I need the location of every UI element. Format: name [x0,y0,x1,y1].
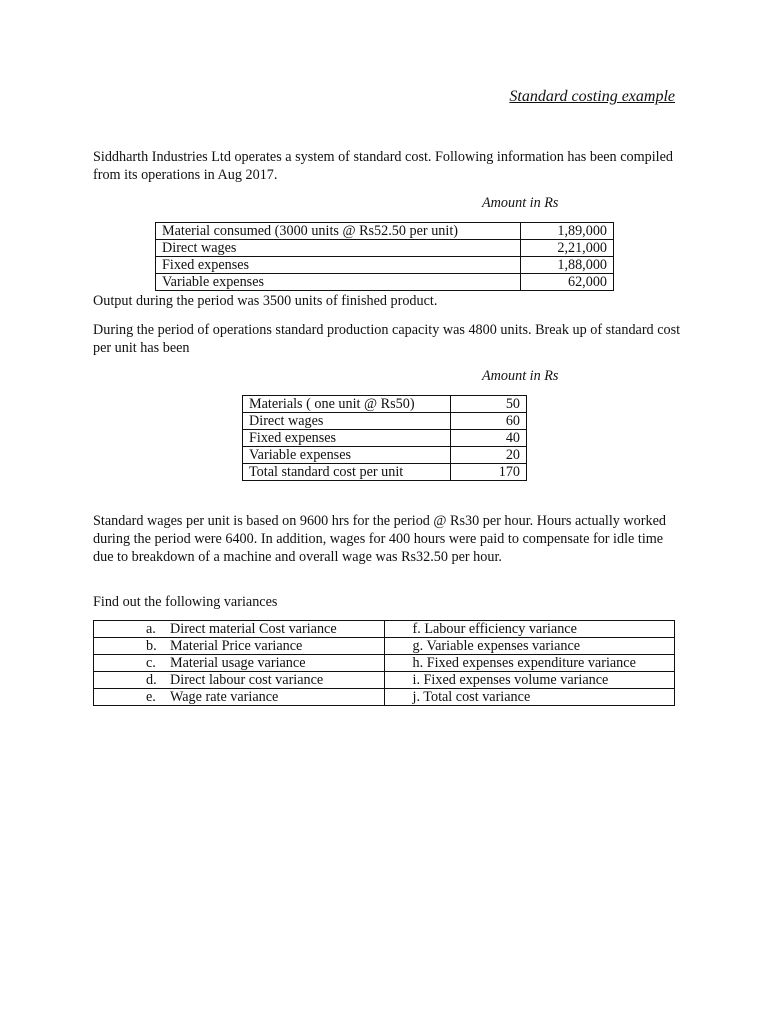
capacity-paragraph: During the period of operations standard production capacity was 4800 units. Break up of standard cost per unit has been [93,322,681,356]
cost-value: 1,89,000 [521,223,614,240]
cost-label: Fixed expenses [156,257,521,274]
table-row [243,430,527,447]
variance-left: e. Wage rate variance [94,689,385,706]
variance-left: d. Direct labour cost variance [94,672,385,689]
document-title: Standard costing example [509,88,675,105]
cost-label: Materials ( one unit @ Rs50) [243,396,451,413]
cost-label: Material consumed (3000 units @ Rs52.50 per unit) [156,223,521,240]
cost-label: Direct wages [243,413,451,430]
variance-right: g. Variable expenses variance [384,638,675,655]
cost-value: 50 [451,396,527,413]
table-row [156,240,614,257]
table-row [243,413,527,430]
variance-left: b. Material Price variance [94,638,385,655]
variance-right: j. Total cost variance [384,689,675,706]
variance-left: c. Material usage variance [94,655,385,672]
table-row [243,464,527,481]
table-row [94,689,675,706]
variance-right: h. Fixed expenses expenditure variance [384,655,675,672]
cost-value: 170 [451,464,527,481]
intro-paragraph: Siddharth Industries Ltd operates a system of standard cost. Following information has been compiled from its operations in Aug 2017. [93,149,673,183]
variances-table [93,620,675,706]
table-row [243,447,527,464]
table-row [156,223,614,240]
cost-label: Total standard cost per unit [243,464,451,481]
standard-cost-table [242,395,527,481]
cost-label: Variable expenses [243,447,451,464]
cost-value: 62,000 [521,274,614,291]
table-row [94,655,675,672]
find-paragraph: Find out the following variances [93,594,278,610]
wages-paragraph: Standard wages per unit is based on 9600 hrs for the period @ Rs30 per hour. Hours actually worked during the period were 6400. In addition, wages for 400 hours were paid to compensate for idle time due to breakdown of a machine and overall wage was Rs32.50 per hour. [93,513,666,565]
variance-right: f. Labour efficiency variance [384,621,675,638]
cost-value: 2,21,000 [521,240,614,257]
table-row [156,257,614,274]
cost-label: Variable expenses [156,274,521,291]
cost-value: 40 [451,430,527,447]
cost-label: Fixed expenses [243,430,451,447]
table-row [243,396,527,413]
actual-cost-table [155,222,614,291]
cost-value: 20 [451,447,527,464]
variance-left: a. Direct material Cost variance [94,621,385,638]
cost-value: 1,88,000 [521,257,614,274]
cost-label: Direct wages [156,240,521,257]
table-row [94,638,675,655]
amount-label-1: Amount in Rs [482,195,559,211]
output-paragraph: Output during the period was 3500 units of finished product. [93,293,438,309]
amount-label-2: Amount in Rs [482,368,559,384]
table-row [94,672,675,689]
table-row [94,621,675,638]
table-row [156,274,614,291]
cost-value: 60 [451,413,527,430]
variance-right: i. Fixed expenses volume variance [384,672,675,689]
